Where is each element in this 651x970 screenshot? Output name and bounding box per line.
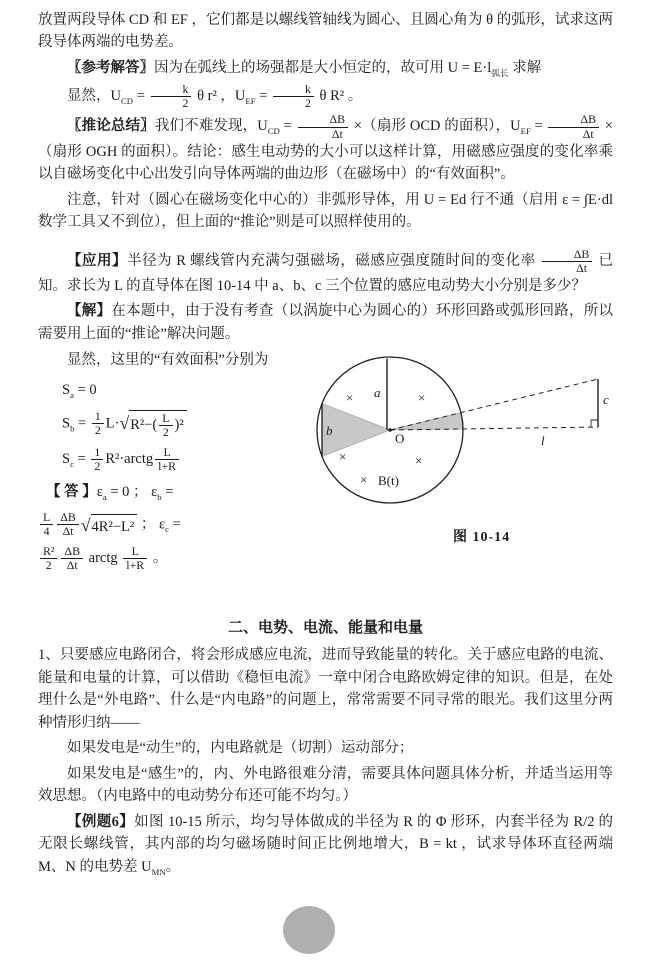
text-run: 。 <box>149 549 168 566</box>
subscript-b: b <box>70 423 75 434</box>
text-run: ×（扇形 OGH 的面积）。结论：感生电动势的大小可以这样计算，用磁感应强度的变化率乘以自磁场变化中心出发引向导体两端的曲边形（在磁场中）的“有效面积”。 <box>38 118 613 183</box>
frac-denominator: Δt <box>542 261 593 275</box>
figure-10-14-drawing <box>300 355 615 537</box>
text-run: = <box>133 88 149 105</box>
frac-numerator: L <box>131 543 139 558</box>
text-run: 。 <box>165 858 181 875</box>
subscript-ef: EF <box>520 126 531 137</box>
paragraph-solution <box>38 300 613 345</box>
text-run: )² <box>174 416 184 433</box>
text-run: L· <box>105 415 120 432</box>
subscript-ef: EF <box>245 96 256 107</box>
text-run: ×（扇形 OCD 的面积），U <box>350 118 521 135</box>
text-run: ； ε <box>137 515 166 532</box>
text-run: 显然，U <box>67 88 121 105</box>
label-Bt: B(t) <box>378 473 399 489</box>
text-run: = <box>279 118 296 135</box>
frac-denominator: 2 <box>91 459 103 473</box>
tag-example-6: 【例题6】 <box>67 813 135 830</box>
frac-numerator: ΔB <box>60 510 76 525</box>
text-run: = 0 ； ε <box>106 484 158 501</box>
figure-10-14 <box>300 355 615 537</box>
fraction-dB-over-dt <box>298 113 349 140</box>
subscript-cd: CD <box>267 126 280 137</box>
paragraph-effective-areas: 显然，这里的“有效面积”分别为 <box>67 352 269 369</box>
fraction-L-over-lplusR <box>155 446 179 473</box>
frac-numerator: k <box>182 82 189 97</box>
paragraph-example-6 <box>38 811 613 879</box>
text-run: = <box>255 88 271 105</box>
fraction-one-half <box>91 446 103 473</box>
watermark-blob <box>283 906 335 954</box>
text-run: 我们不难发现，U <box>154 118 268 135</box>
frac-numerator: ΔB <box>580 112 597 127</box>
radical-sign: √ <box>119 412 130 433</box>
frac-denominator: 2 <box>151 96 192 110</box>
tag-corollary-summary: 〖推论总结〗 <box>67 118 155 135</box>
label-b: b <box>326 423 333 439</box>
symbol-S: S <box>62 451 71 468</box>
symbol-epsilon: ε <box>96 484 103 501</box>
fraction-k-over-2 <box>273 83 314 110</box>
answer-line-2 <box>38 511 313 539</box>
label-a: a <box>374 385 381 401</box>
fraction-R2-over-2 <box>40 545 57 572</box>
subscript-arc-length: 弧长 <box>491 67 509 78</box>
text-run: = <box>161 484 174 501</box>
frac-denominator: Δt <box>57 524 79 538</box>
frac-denominator: 4 <box>40 524 53 538</box>
paragraph-application <box>38 248 613 298</box>
frac-numerator: ΔB <box>64 543 81 558</box>
frac-denominator: 2 <box>40 558 57 572</box>
flux-cross-icon: × <box>360 472 368 488</box>
frac-denominator: Δt <box>298 127 349 141</box>
paragraph-reference-answer <box>38 57 613 80</box>
text-run: 已知。求长为 L 的直导体在图 10-14 中 a、b、c 三个位置的感应电动势大小分别是多少？ <box>38 252 614 294</box>
label-l: l <box>541 433 545 449</box>
fraction-L-over-4 <box>40 511 53 538</box>
symbol-S: S <box>62 381 71 398</box>
flux-cross-icon: × <box>346 390 354 406</box>
subscript-c: c <box>165 523 169 534</box>
text-run: = <box>168 515 181 532</box>
frac-numerator: 1 <box>94 409 101 424</box>
frac-numerator: k <box>304 82 311 97</box>
text-run: = <box>530 118 547 135</box>
paragraph-motional-emf: 如果发电是“动生”的，内电路就是（切割）运动部分； <box>67 740 414 757</box>
answer-line-3 <box>38 545 313 572</box>
section-heading: 二、电势、电流、能量和电量 <box>227 620 423 637</box>
frac-denominator: 2 <box>273 96 314 110</box>
square-root <box>119 409 186 439</box>
frac-numerator: 1 <box>94 445 101 460</box>
text-run: 如图 10-15 所示，均匀导体做成的半径为 R 的 Φ 形环，内套半径为 R/2 的无限长螺线管，其内部的均匀磁场随时间正比例地增大，B = kt ，试求导体环直径两端 M、N 的电势差 U <box>38 813 614 875</box>
label-O: O <box>395 431 405 447</box>
radicand: 4R²−L² <box>91 514 138 538</box>
fraction-dB-over-dt <box>542 248 593 275</box>
text-run: 因为在弧线上的场强都是大小恒定的，故可用 U = E·l <box>154 59 492 76</box>
frac-denominator: Δt <box>548 127 599 141</box>
tag-solution: 【解】 <box>67 303 112 320</box>
paragraph-problem-statement: 放置两段导体 CD 和 EF ，它们都是以螺线管轴线为圆心、且圆心角为 θ 的弧形，试求这两段导体两端的电势差。 <box>38 12 613 51</box>
frac-numerator: L <box>43 510 51 525</box>
frac-numerator: L <box>163 445 171 460</box>
solution-and-figure-region <box>38 349 613 611</box>
text-run: = <box>73 451 90 468</box>
tag-answer: 【 答 】 <box>46 484 97 501</box>
solution-column <box>38 349 313 572</box>
fraction-dB-over-dt <box>57 511 79 538</box>
tag-reference-answer: 〖参考解答〗 <box>67 59 154 76</box>
fraction-k-over-2 <box>151 83 192 110</box>
text-run: θ R² 。 <box>315 88 363 105</box>
flux-cross-icon: × <box>418 390 426 406</box>
subscript-c: c <box>70 459 74 469</box>
subscript-mn: MN <box>151 866 166 877</box>
radicand <box>129 410 186 439</box>
text-run: 在本题中，由于没有考查（以涡旋中心为圆心的）环形回路或弧形回路，所以需要用上面的“推论”解决问题。 <box>38 303 614 342</box>
formula-sb <box>62 409 313 439</box>
frac-numerator: L <box>162 411 170 425</box>
text-run: arctg <box>85 549 122 566</box>
text-run: = <box>74 415 90 432</box>
paragraph-induced-current-energy: 1、只要感应电路闭合，将会形成感应电流，进而导致能量的转化。关于感应电路的电流、能量和电量的计算，可以借助《稳恒电流》一章中闭合电路欧姆定律的知识。但是，在处理什么是“外电路”、什么是“内电路”的问题上，常常需要不同寻常的眼光。我们这里分两种情形归纳—— <box>38 647 613 731</box>
tag-application: 【应用】 <box>67 252 128 269</box>
flux-cross-icon: × <box>415 453 423 469</box>
frac-denominator: l+R <box>123 558 147 572</box>
fraction-L-over-lplusR <box>123 545 147 572</box>
subscript-a: a <box>70 389 74 400</box>
subscript-cd: CD <box>120 96 134 107</box>
subscript-a: a <box>102 492 107 503</box>
frac-numerator: R² <box>43 543 55 558</box>
paragraph-induced-emf: 如果发电是“感生”的，内、外电路很难分清，需要具体问题具体分析，并适当运用等效思想。（内电路中的电动势分布还可能不均匀。） <box>38 765 613 805</box>
frac-denominator: 2 <box>159 425 172 439</box>
answer-line-1 <box>46 481 313 504</box>
paragraph-note: 注意，针对（圆心在磁场变化中心的）非弧形导体，用 U = Ed 行不通（启用 ε = ∫E·dl 数学工具又不到位），但上面的“推论”则是可以照样使用的。 <box>38 191 613 231</box>
paragraph-corollary-summary <box>38 113 613 185</box>
text-run: R²−( <box>130 416 158 433</box>
flux-cross-icon: × <box>339 449 347 465</box>
formula-sa <box>62 379 313 402</box>
subscript-b: b <box>157 492 162 503</box>
figure-caption: 图 10-14 <box>453 530 511 546</box>
frac-numerator: ΔB <box>573 246 590 261</box>
text-run: R²·arctg <box>105 451 154 468</box>
center-point-O <box>388 428 392 432</box>
paragraph-ucd-uef-formula <box>38 83 613 110</box>
frac-numerator: ΔB <box>329 112 346 127</box>
fraction-L-over-2 <box>159 412 172 439</box>
formula-sc <box>62 446 313 473</box>
fraction-dB-over-dt <box>61 545 83 572</box>
square-root <box>81 511 137 539</box>
frac-denominator: 2 <box>92 423 104 437</box>
right-angle-mark <box>591 420 598 427</box>
text-run: θ r² ，U <box>193 88 246 105</box>
symbol-S: S <box>62 415 71 432</box>
text-run: = 0 <box>73 381 97 398</box>
fraction-dB-over-dt <box>548 113 599 140</box>
fraction-one-half <box>92 410 104 437</box>
radical-sign: √ <box>80 514 91 535</box>
frac-denominator: l+R <box>155 459 179 473</box>
label-c: c <box>603 392 609 408</box>
text-run: 半径为 R 螺线管内充满匀强磁场，磁感应强度随时间的变化率 <box>127 252 540 269</box>
text-run: 求解 <box>508 59 542 76</box>
frac-denominator: Δt <box>61 558 83 572</box>
